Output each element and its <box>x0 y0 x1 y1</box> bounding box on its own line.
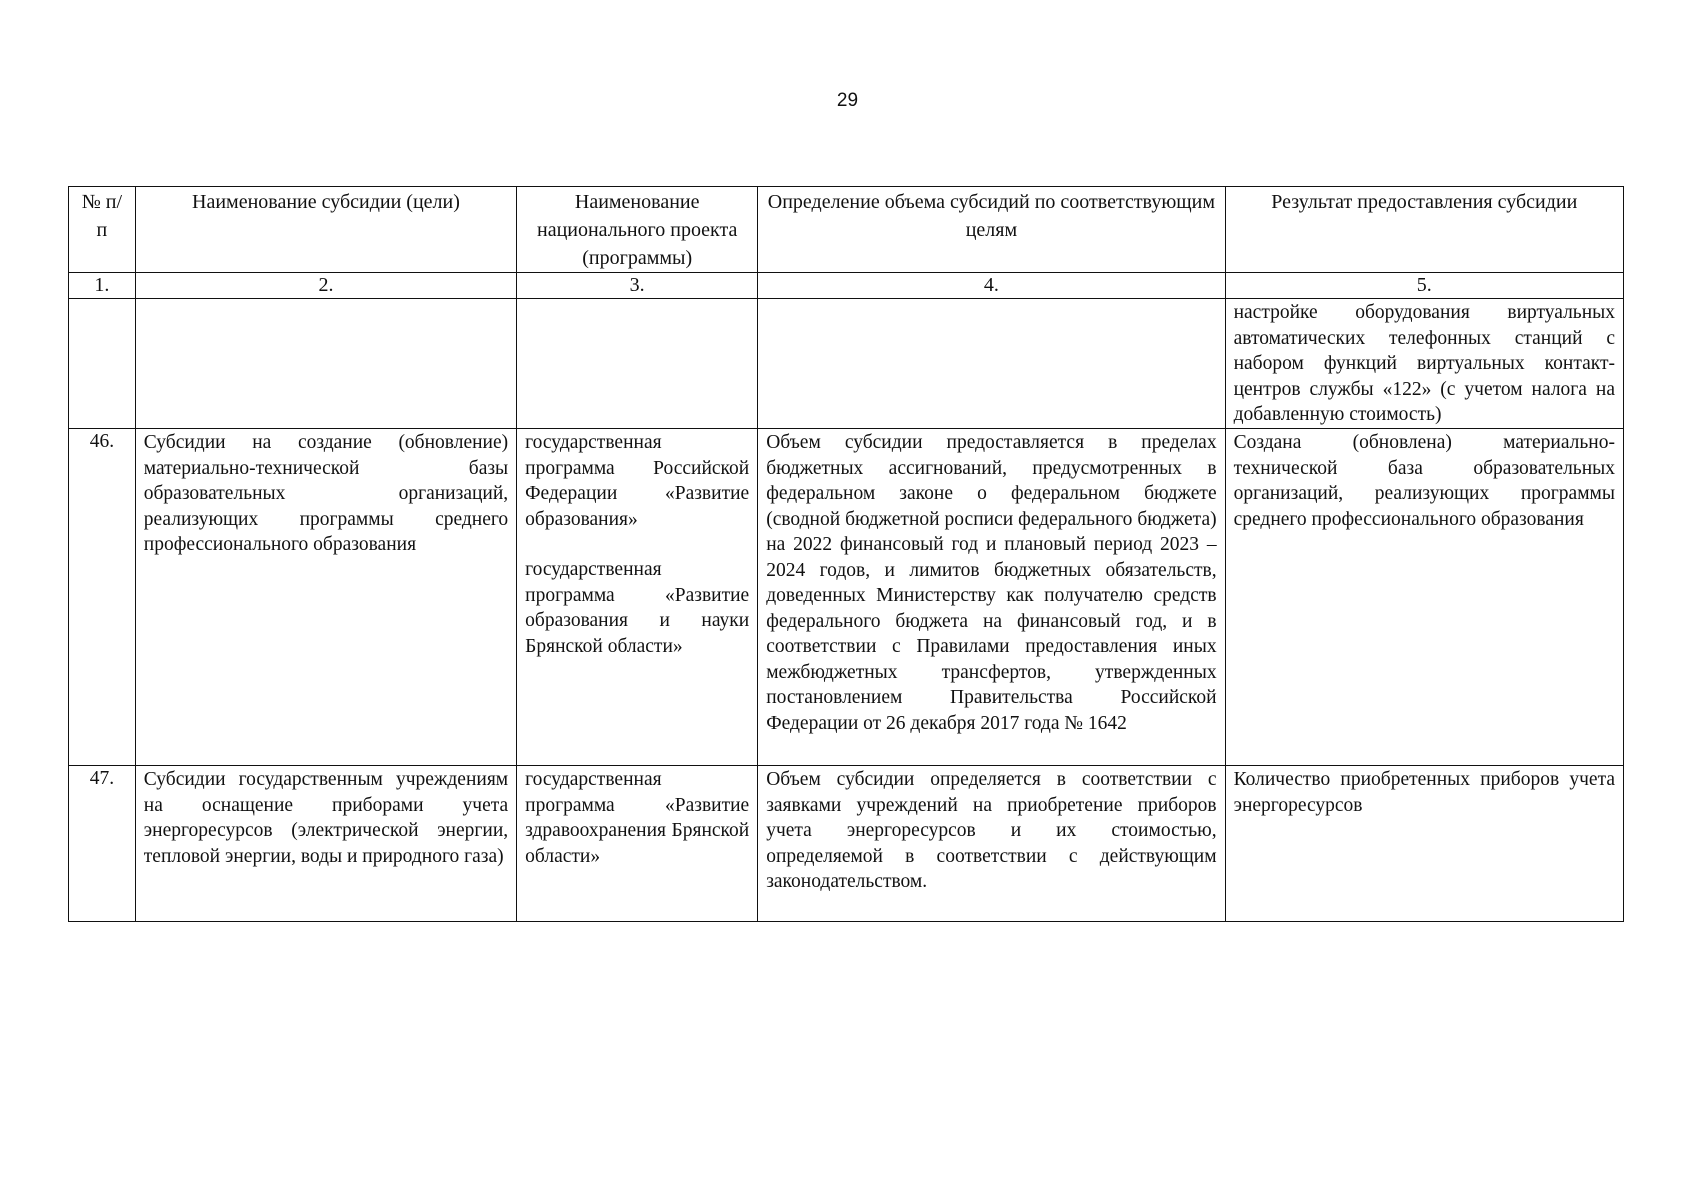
national-project-cell <box>517 299 758 429</box>
subsidy-name-cell: Субсидии на создание (обновление) материально-технической базы образовательных организаций, реализующих программы среднего профессионального образования <box>135 429 516 766</box>
column-number: 2. <box>135 273 516 299</box>
volume-cell: Объем субсидии предоставляется в пределах бюджетных ассигнований, предусмотренных в федеральном законе о федеральном бюджете (сводной бюджетной росписи федерального бюджета) на 2022 финансовый год и плановый период 2023 – 2024 годов, и лимитов бюджетных обязательств, доведенных Министерству как получателю средств федерального бюджета на финансовый год, и в соответствии с Правилами предоставления иных межбюджетных трансфертов, утвержденных постановлением Правительства Российской Федерации от 26 декабря 2017 года № 1642 <box>758 429 1225 766</box>
national-project-entry: государственная программа «Развитие здравоохранения Брянской области» <box>525 769 750 867</box>
national-project-cell <box>517 429 758 766</box>
header-subsidy-name: Наименование субсидии (цели) <box>135 187 516 273</box>
column-number: 3. <box>517 273 758 299</box>
subsidy-name-cell: Субсидии государственным учреждениям на оснащение приборами учета энергоресурсов (электрической энергии, тепловой энергии, воды и природного газа) <box>135 766 516 922</box>
column-number: 5. <box>1225 273 1623 299</box>
subsidy-name-cell <box>135 299 516 429</box>
header-national-project: Наименование национального проекта (программы) <box>517 187 758 273</box>
header-volume-definition: Определение объема субсидий по соответствующим целям <box>758 187 1225 273</box>
row-number: 46. <box>69 429 136 766</box>
table-row <box>69 299 1624 429</box>
column-number-row <box>69 273 1624 299</box>
header-number: № п/п <box>69 187 136 273</box>
result-cell: Количество приобретенных приборов учета энергоресурсов <box>1225 766 1623 922</box>
column-number: 4. <box>758 273 1225 299</box>
table-header-row <box>69 187 1624 273</box>
volume-cell: Объем субсидии определяется в соответствии с заявками учреждений на приобретение приборов учета энергоресурсов и их стоимостью, определяемой в соответствии с действующим законодательством. <box>758 766 1225 922</box>
result-cell: Создана (обновлена) материально-технической база образовательных организаций, реализующих программы среднего профессионального образования <box>1225 429 1623 766</box>
result-cell: настройке оборудования виртуальных автоматических телефонных станций с набором функций виртуальных контакт-центров службы «122» (с учетом налога на добавленную стоимость) <box>1225 299 1623 429</box>
row-number: 47. <box>69 766 136 922</box>
subsidy-table <box>68 186 1624 922</box>
national-project-entry: государственная программа Российской Федерации «Развитие образования» <box>525 432 750 530</box>
national-project-entry: государственная программа «Развитие образования и науки Брянской области» <box>525 559 750 657</box>
entry-spacer <box>525 532 749 557</box>
volume-cell <box>758 299 1225 429</box>
table-row <box>69 766 1624 922</box>
national-project-cell <box>517 766 758 922</box>
column-number: 1. <box>69 273 136 299</box>
header-result: Результат предоставления субсидии <box>1225 187 1623 273</box>
table-row <box>69 429 1624 766</box>
row-number <box>69 299 136 429</box>
page-number: 29 <box>836 90 859 111</box>
